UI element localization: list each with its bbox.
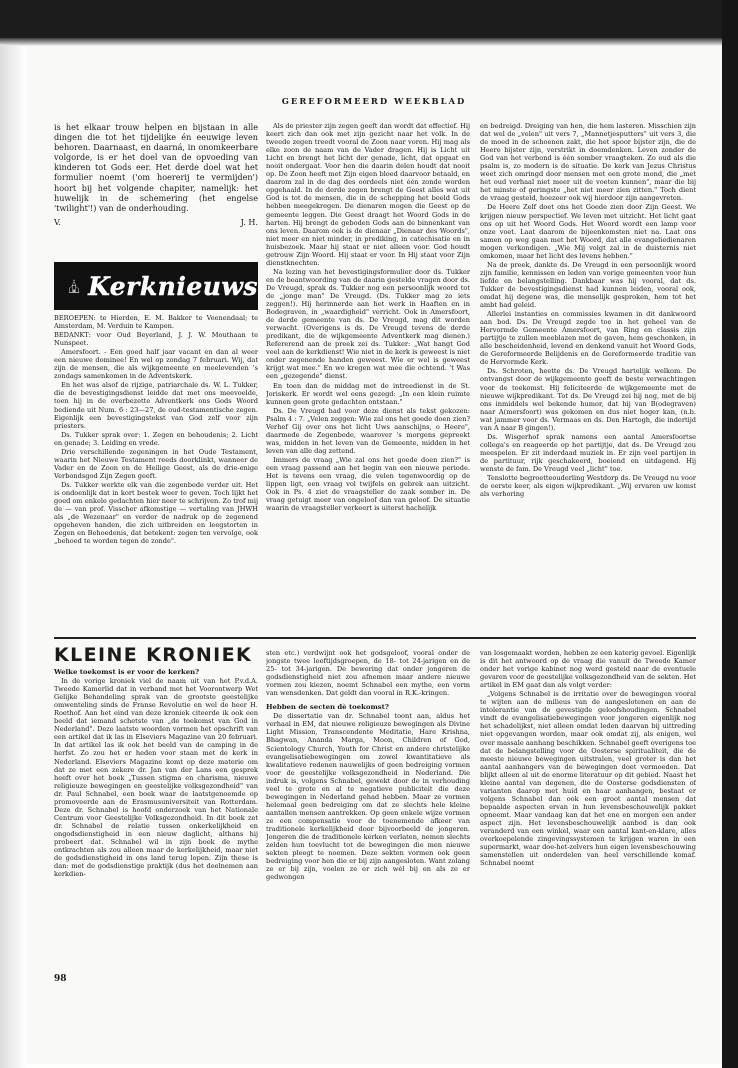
kroniek-column-1 — [54, 668, 258, 968]
page-number: 98 — [54, 974, 67, 984]
paragraph: In de vorige kroniek viel de naam uit van het P.v.d.A. Tweede Kamerlid dat in verband met het Voorontwerp Wet Gelijke Behandeling sprak van de grootste geestelijke omwenteling sinds de Franse Revolutie en wel de heer H. Roethof. Aan het eind van deze kroniek citeerde ik ook een beeld dat iemand schetste van „de toekomst van God in Nederland". Deze laatste woorden vormen het opschrift van een artikel dat ik las in Elseviers Magazine van 20 februari. In dat artikel las ik ook het beeld van de camping in de herfst. Zo zou het er heden voor staan met de kerk in Nederland. Elseviers Magazine komt op deze materie om dat ze met een zekere dr. Jan van der Lans een gesprek heeft over het boek „Tussen stigma en charisma, nieuwe religieuze bewegingen en geestelijke volksgezondheid" van dr. Paul Schnabel, een boek waar de laatstgenoemde op promoveerde aan de Erasmusuniversiteit van Rotterdam. Deze dr. Schnabel is hoofd onderzoek van het Nationale Centrum voor Geestelijke Volksgezondheid. In dit boek zet dr. Schnabel de relatie tussen onkerkelijkheid en ongodsdienstigheid in een nieuw daglicht, althans hij probeert dat. Schnabel wil in zijn boek de mythe ontkrachten als zou alleen maar de kerkelijkheid, maar niet de godsdienstigheid in ons land terug lopen. Zijn these is dan: met de godsdienstige praktijk (dus het deelnemen aan kerkdien- — [54, 677, 258, 879]
paragraph: Na lezing van het bevestigingsformulier door ds. Tukker en de beantwoording van de daarin gestelde vragen door ds. De Vreugd, sprak ds. Tukker nog een persoonlijk woord tot de „jonge man" De Vreugd. (Ds. Tukker mag zo iets zeggen!). Hij herinnerde aan het werk in Haaften en in Bodegraven, in „waardigheid" verricht. Ook in Amersfoort, de derde gemeente van ds. De Vreugd, mag dit worden verwacht. (Overigens is ds. De Vreugd tevens de derde predikant, die de wijkgemeente Adventkerk mag dienen.) Refererend aan de preek zei ds. Tukker: „Wat hangt God veel aan de kerkdienst! Wie niet in de kerk is geweest is niet onder zegenende handen geweest. Wie er wel is geweest krijgt wat mee." En we kregen wat mee die ochtend. 't Was een „gezegende" dienst. — [266, 267, 470, 381]
paragraph: Amersfoort. - Een goed half jaar vacant en dan al weer een nieuwe dominee! En wel op zondag 7 februari. Wij, dat zijn de mensen, die als wijkgemeente en meelevenden 's zondags samenkomen in de Adventskerk. — [54, 348, 258, 381]
kleine-kroniek-header — [54, 644, 258, 666]
paragraph: Drie verschillende zegeningen in het Oude Testament, waarin het Nieuwe Testament reeds doorklinkt, wanneer de Vader en de Zoon en de Heilige Geest, als de drie-enige Verbondsgod Zijn Zegen geeft. — [54, 447, 258, 480]
paragraph: BEROEPEN: te Hierden, E. M. Bakker te Veenendaal; te Amsterdam, M. Verduin te Kampen. — [54, 314, 258, 331]
paragraph: Tenslotte begroetteouderling Westdorp ds. De Vreugd nu voor de eerste keer, als eigen wijkpredikant. „Wij ervaren uw komst als verhoring — [480, 474, 696, 499]
church-news-column-2 — [266, 122, 470, 636]
subheading: Hebben de secten dè toekomst? — [266, 703, 389, 712]
church-news-column-1 — [54, 314, 258, 636]
paragraph: Ds. Tukker sprak over: 1. Zegen en behoudenis; 2. Licht en genade; 3. Leiding en vrede. — [54, 430, 258, 447]
paragraph: „Volgens Schnabel is de irritatie over de bewegingen vooral te wijten aan de milieus van de aangeslotenen en aan de intolerantie van de gevestigde geloofshoudingen. Schnabel vindt de evangelisatiebewegingen voor jongeren eigenlijk nog het schadelijkst, niet alleen omdat leden daarvan bij uittreding niet opgevangen worden, maar ook omdat zij, als enigen, wel over massale aanhang beschikken. Schnabel geeft overigens toe dat de belangstelling voor de Oosterse spiritualiteit, die de meeste nieuwe bewegingen uitstralen, veel groter is dan het aantal aanhangers van de bewegingen doet vermoeden. Dat blijkt alleen al uit de enorme literatuur op dit gebied. Naast het kleine aantal van degenen, die de Oosterse godsdiensten of varianten daarop met huid en haar aanhangen, bestaat er volgens Schnabel dan ook een groot aantal mensen dat bepaalde aspecten ervan in hun levensbeschouwelijk pakket opneemt. Maar vandaag kan dat het ene en morgen een ander aspect zijn. Het levensbeschouwelijk aanbod is dan ook veranderd van een winkel, waar een aantal kant-en-klare, alles overkoepelende zingevingssystemen te krijgen waren in een supermarkt, waar doe-het-zelvers hun eigen levensbeschouwing samenstellen uit onderdelen van heel verschillende komaf. Schnabel noemt — [480, 690, 696, 868]
kroniek-column-2 — [266, 649, 470, 969]
scan-right-border — [722, 0, 738, 1068]
banner-title: Kerknieuws — [88, 271, 258, 301]
signature-left: V. — [54, 216, 62, 227]
paragraph: en bedreigd. Dreiging van hen, die hem lasteren. Misschien zijn dat wel de „velen" uit vers 7, „Mannetjesputters" uit vers 3, die de moed in de schoenen zakt, die het spoor bijster zijn, die de Heere bijster zijn, verstrikt in doemdenken. Leven zonder de God van het verbond is één somber vraagteken. Zo oud als die psalm is, zo modern is de situatie. De kerk van Jezus Christus weet zich omringd door mensen met een grote mond, die „met het oud verhaal niet meer uit de voeten kunnen", maar die bij het minste of geringste „het niet meer zien zitten." Toch dient de vraag gesteld, hoezeer ook wij hierdoor zijn aangevreten. — [480, 122, 696, 203]
church-icon — [68, 266, 80, 306]
magazine-page — [26, 46, 722, 1064]
paragraph: Ds. Tukker werkte elk van die zegenbede verder uit. Het is ondoenlijk dat in kort bestek weer te geven. Toch lijkt het goed om enkele gedachten hier neer te schrijven. Zo trof mij de — van prof. Visscher afkomstige — vertaling van JHWH als „de Wezenaar" en verder de nadruk op de zegenend opgeheven handen, die zich uitbreiden en leegstorten in Zegen en Behoedenis, dat betekent: zegen ten vervolge, ook „behoed te worden tegen de zonde". — [54, 480, 258, 546]
paragraph: Ds. De Vreugd had voor deze dienst als tekst gekozen: Psalm 4 : 7. „Velen zeggen: Wie zal ons het goede doen zien? Verhef Gij over ons het licht Uws aanschijns, o Heere", daarmede de Zegenbede, waarover 's morgens gepreekt was, midden in het leven van de Gemeente, midden in het leven van alle dag zettend. — [266, 406, 470, 455]
paragraph: De Heere Zelf doet ons het Goede zien door Zijn Geest. We krijgen nieuw perspectief. We leven met uitzicht. Het licht gaat ons op uit het Woord Gods. Het Woord wordt een lamp voor onze voet. Laat daarom de bijeenkomsten niet na. Laat ons samen op weg gaan met het Woord, dat alle evangeliedienaren mogen verkondigen. „Wie Mij volgt zal in de duisternis niet omkomen, maar het licht des levens hebben." — [480, 203, 696, 260]
masthead: GEREFORMEERD WEEKBLAD — [281, 96, 467, 106]
intro-paragraph: is het elkaar trouw helpen en bijstaan in alle dingen die tot het tijdelijke én eeuwige leven behoren. Daarnaast, en daarná, in onomkeerbare volgorde, is er het doel van de opvoeding van kinderen tot Gods eer. Het derde doel wat het formulier noemt ('om hoererij te vermijden') hoort bij het volgende chapiter, namelijk: het huwelijk in de schemering (het engelse 'twilight'!) van de onderhouding. — [54, 122, 258, 213]
paragraph: Ds. Wisgerhof sprak namens een aantal Amersfoortse collega's en reageerde op het partijtje, dat ds. De Vreugd zou meespelen. Er zit inderdaad muziek in. Er zijn veel partijen in de partituur, rijk geschakeerd, boeiend en uitdagend. Hij wenste de fam. De Vreugd veel „licht" toe. — [480, 432, 696, 473]
signature-right: J. H. — [240, 216, 258, 227]
kleine-kroniek-title: KLEINE KRONIEK — [54, 644, 253, 666]
paragraph: Ds. Schroten, heette ds. De Vreugd hartelijk welkom. De ontvangst door de wijkgemeente geeft de beste verwachtingen voor de toekomst. Hij feliciteerde de wijkgemeente met de nieuwe wijkpredikant. Tot ds. De Vreugd zei hij nog, met de bij ons inmiddels wel bekende humor, dat hij van B(odegraven) naar A(mersfoort) was gekomen en dus niet hoger kan, (n.b. wat jammer voor ds. Vermaas en ds. Den Hartogh, die indertijd van A naar B gingen!). — [480, 367, 696, 432]
subheading: Welke toekomst is er voor de kerken? — [54, 668, 200, 676]
signature-line — [54, 217, 258, 227]
paragraph: Allerlei instanties en commissies kwamen in dit dankwoord aan bod. Ds. De Vreugd zegde toe in het geheel van de Hervormde Gemeente Amersfoort, van Ring en classis zijn partijtje te zullen meeblazen met de gaven, hem geschonken, in alle bescheidenheid, levend en denkend vanuit het Woord Gods, de Gereformeerde Belijdenis en de Gereformeerde traditie van de Hervormde Kerk. — [480, 310, 696, 367]
scan-top-shadow — [0, 38, 738, 46]
paragraph: En toen dan de middag met de intreedienst in de St. Joriskerk. Er wordt wel eens gezegd: „In een klein ruimte kunnen geen grote gedachten ontstaan." — [266, 381, 470, 406]
paragraph: Na de preek, dankte ds. De Vreugd in een persoonlijk woord zijn familie, kennissen en leden van vorige gemeenten voor hun liefde en belangstelling. Dankbaar was hij vooral, dat ds. Tukker de bevestigingsdienst had kunnen leiden, vooral ook, omdat hij degene was, die menselijk gesproken, hem tot het ambt had geleid. — [480, 260, 696, 310]
kroniek-column-3 — [480, 649, 696, 969]
paragraph: Als de priester zijn zegen geeft dan wordt dat effectief. Hij keert zich dan ook met zijn gezicht naar het volk. In de tweede zegen treedt vooral de Zoon naar voren. Hij mag als elke zoon de naam van de Vader dragen. Hij is Licht uit Licht en brengt het licht der genade, licht, dat opgaat en nooit ondergaat. Voor hen die daarin delen houdt dat nooit op. De Zoon heeft met Zijn eigen bloed daarvoor betaald, en daarom zal in de dag des oordeels niet één zonde worden opgehaald. In de derde zegen brengt de Geest alles wat uit God is tot de mensen, die in de schepping het beeld Gods hebben meegekregen. De dienaren mogen die Geest op de gemeente leggen. Die Geest draagt het Woord Gods in de harten. Hij brengt de geboden Gods aan de binnenkant van ons leven. Daarom ook is de dienaar „Dienaar des Woords", niet meer en niet minder, in prediking, in catechisatie en in huisbezoek. Maar hij staat er niet alleen voor. God houdt getrouw Zijn Woord. Hij staat er voor. In Hij staat voor Zijn dienstknechten. — [266, 122, 470, 267]
paragraph: sten etc.) verdwijnt ook het godsgeloof, vooral onder de jongste twee leeftijdsgroepen, de 18- tot 24-jarigen en de 25- tot 34-jarigen. De bewering dat onder jongeren de godsdienstigheid niet zou afnemen maar andere nieuwe vormen zou kiezen, noemt Schnabel een mythe, een vorm van wensdenken. Dat geldt dan vooral in R.K.-kringen. — [266, 649, 470, 698]
kerknieuws-banner — [54, 262, 258, 310]
paragraph: En het was alsof de rijzige, patriarchale ds. W. L. Tukker, die de bevestigingsdienst leidde dat met ons meevoelde, toen hij in de overbezette Adventkerk ons Gods Woord bediende uit Num. 6 : 23—27, de oud-testamentische zegen. Eigenlijk een bevestigingstekst van God zelf voor zijn priesters. — [54, 381, 258, 430]
paragraph: van losgemaakt worden, hebben ze een katerig gevoel. Eigenlijk is dit het antwoord op de vraag die vanuit de Tweede Kamer onder het vorige kabinet nog werd gesteld naar de eventuele gevaren voor de geestelijke volksgezondheid van de sekten. Het artikel in EM gaat dan als volgt verder: — [480, 649, 696, 690]
church-news-column-3 — [480, 122, 696, 636]
section-divider — [54, 637, 696, 639]
scan-left-edge — [0, 0, 26, 1068]
paragraph: De dissertatie van dr. Schnabel toont aan, aldus het verhaal in EM, dat nieuwe religieuze bewegingen als Divine Light Mission, Transcendente Meditatie, Hare Krishna, Bhagwan, Ananda Marga, Moon, Children of God, Scientology Church, Youth for Christ en andere christelijke evangelisatiebewegingen om zowel kwantitatieve als kwalitatieve redenen nauwelijks of geen bedreiging vormen voor de geestelijke volksgezondheid in Nederland. Die indruk is, volgens Schnabel, gewekt door de in verhouding veel te grote en al te negatieve publiciteit die deze bewegingen in Nederland gehad hebben. Maar ze vormen helemaal geen bedreiging om dat ze slechts hele kleine aantallen mensen aantrekken. Op geen enkele wijze vormen ze een compensatie voor de toenemende afkeer van traditionele kerkelijkheid door bijvoorbeeld de jongeren. Jongeren die de traditionele kerken verlaten, nemen slechts zelden hun toevlucht tot de bewegingen die men nieuwe sekten pleegt te noemen. Deze sekten vormen ook geen bedreiging voor hen die er bij zijn aangesloten. Want zolang ze er bij zijn, voelen ze er zich wèl bij en als ze er gedwongen — [266, 712, 470, 882]
paragraph: Immers de vraag „Wie zal ons het goede doen zien?" is een vraag passend aan het begin van een nieuwe periode. Het is tevens een vraag, die velen tegenwoordig op de lippen ligt, een vraag vol twijfels en gebrek aan uitzicht. Ook in Ps. 4 ziet de vraagsteller de zaak somber in. De vraag getuigt meer van ongeloof dan van geloof. De situatie waarin de vraagsteller verkeert is uiterst hachelijk — [266, 455, 470, 513]
paragraph: BEDANKT: voor Oud Beyerland, J. J. W. Mouthaan te Nunspeet. — [54, 331, 258, 348]
